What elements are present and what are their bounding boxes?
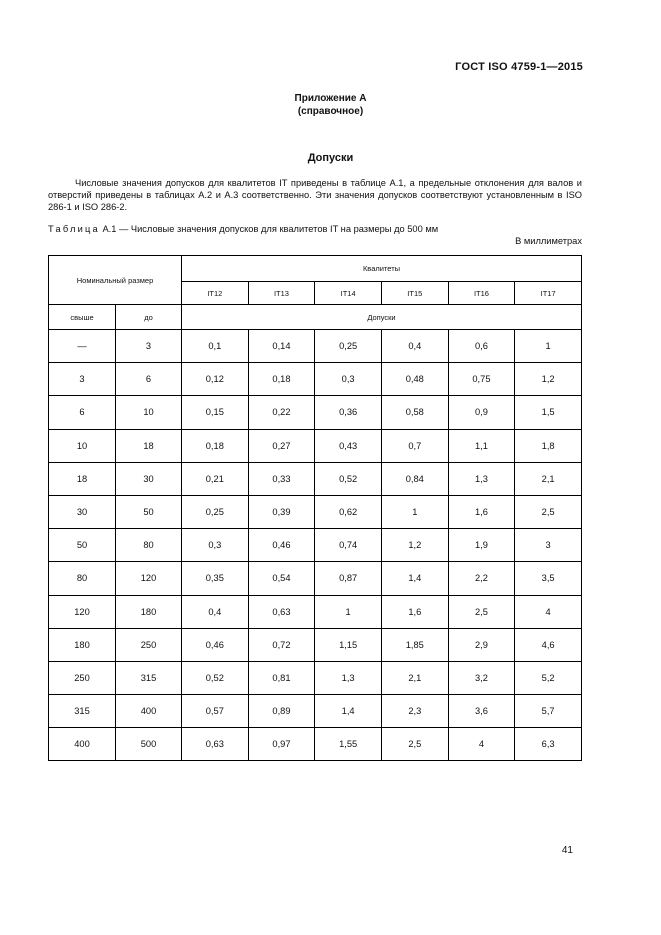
table-cell: 0,18	[182, 429, 249, 462]
over-header: свыше	[49, 305, 116, 330]
grades-header: Квалитеты	[182, 256, 582, 282]
table-cell: 30	[116, 462, 182, 495]
table-cell: 0,63	[182, 728, 249, 761]
table-cell: 120	[116, 562, 182, 595]
table-cell: 1,55	[315, 728, 382, 761]
table-cell: 0,1	[182, 330, 249, 363]
table-cell: 0,54	[248, 562, 315, 595]
table-cell: 0,74	[315, 529, 382, 562]
table-cell: 0,52	[182, 661, 249, 694]
table-cell: 0,72	[248, 628, 315, 661]
table-row	[49, 661, 582, 694]
table-cell: 3	[515, 529, 582, 562]
table-cell: 2,1	[515, 462, 582, 495]
table-cell: 0,52	[315, 462, 382, 495]
table-cell: 80	[49, 562, 116, 595]
table-cell: 0,22	[248, 396, 315, 429]
table-cell: 250	[116, 628, 182, 661]
table-cell: 120	[49, 595, 116, 628]
table-cell: 5,2	[515, 661, 582, 694]
table-cell: 0,62	[315, 495, 382, 528]
table-cell: 0,46	[248, 529, 315, 562]
table-cell: 400	[116, 695, 182, 728]
table-cell: 2,1	[381, 661, 448, 694]
table-cell: 0,25	[315, 330, 382, 363]
table-cell: 1,6	[381, 595, 448, 628]
nominal-size-header: Номинальный размер	[49, 256, 182, 305]
table-cell: 3	[49, 363, 116, 396]
table-cell: 1	[381, 495, 448, 528]
grade-header: IT14	[315, 282, 382, 305]
table-cell: 315	[49, 695, 116, 728]
table-cell: 0,21	[182, 462, 249, 495]
table-caption-text: А.1 — Числовые значения допусков для квалитетов IT на размеры до 500 мм	[102, 224, 439, 234]
appendix-subtitle: (справочное)	[297, 106, 364, 117]
table-cell: 4,6	[515, 628, 582, 661]
table-cell: 1	[315, 595, 382, 628]
table-cell: 1,15	[315, 628, 382, 661]
table-cell: 30	[49, 495, 116, 528]
table-cell: 1,9	[448, 529, 515, 562]
table-cell: 3,5	[515, 562, 582, 595]
table-cell: 6	[116, 363, 182, 396]
table-cell: 1,3	[448, 462, 515, 495]
table-cell: 0,63	[248, 595, 315, 628]
table-cell: 3,2	[448, 661, 515, 694]
table-cell: 1,8	[515, 429, 582, 462]
grade-header: IT15	[381, 282, 448, 305]
document-id: ГОСТ ISO 4759-1—2015	[455, 61, 583, 73]
body-paragraph: Числовые значения допусков для квалитетов IT приведены в таблице А.1, а предельные отклонения для валов и отверстий приведены в таблицах А.2 и А.3 соответственно. Эти значения допусков соответствуют установленным в ISO 286-1 и ISO 286-2.	[48, 178, 582, 212]
tolerances-header: Допуски	[182, 305, 582, 330]
section-heading: Допуски	[307, 152, 354, 164]
table-cell: 0,3	[182, 529, 249, 562]
table-cell: 2,5	[448, 595, 515, 628]
table-cell: 50	[116, 495, 182, 528]
table-cell: 180	[116, 595, 182, 628]
table-row	[49, 462, 582, 495]
table-cell: 2,9	[448, 628, 515, 661]
table-cell: 0,58	[381, 396, 448, 429]
table-cell: 400	[49, 728, 116, 761]
table-row	[49, 429, 582, 462]
table-cell: 0,43	[315, 429, 382, 462]
appendix-heading	[0, 92, 661, 118]
table-cell: 2,3	[381, 695, 448, 728]
table-cell: 0,12	[182, 363, 249, 396]
table-cell: —	[49, 330, 116, 363]
table-cell: 0,48	[381, 363, 448, 396]
table-caption	[48, 224, 438, 234]
table-cell: 315	[116, 661, 182, 694]
table-cell: 10	[49, 429, 116, 462]
table-row	[49, 363, 582, 396]
table-cell: 0,25	[182, 495, 249, 528]
table-cell: 0,81	[248, 661, 315, 694]
table-cell: 0,46	[182, 628, 249, 661]
table-cell: 1,2	[515, 363, 582, 396]
subheader-row	[49, 305, 582, 330]
grade-header: IT13	[248, 282, 315, 305]
grade-header: IT12	[182, 282, 249, 305]
table-caption-label: Таблица	[48, 224, 100, 234]
table-cell: 180	[49, 628, 116, 661]
table-cell: 0,18	[248, 363, 315, 396]
table-cell: 5,7	[515, 695, 582, 728]
table-row	[49, 628, 582, 661]
table-cell: 3,6	[448, 695, 515, 728]
table-cell: 2,2	[448, 562, 515, 595]
table-cell: 1,6	[448, 495, 515, 528]
table-header-row	[49, 256, 582, 282]
table-row	[49, 728, 582, 761]
table-cell: 0,27	[248, 429, 315, 462]
table-cell: 0,57	[182, 695, 249, 728]
table-cell: 0,33	[248, 462, 315, 495]
table-cell: 10	[116, 396, 182, 429]
table-cell: 4	[448, 728, 515, 761]
units-note: В миллиметрах	[515, 236, 582, 246]
table-cell: 0,36	[315, 396, 382, 429]
table-row	[49, 396, 582, 429]
table-cell: 0,87	[315, 562, 382, 595]
table-cell: 1,2	[381, 529, 448, 562]
grade-header: IT16	[448, 282, 515, 305]
table-cell: 18	[116, 429, 182, 462]
table-cell: 1	[515, 330, 582, 363]
grade-header: IT17	[515, 282, 582, 305]
table-cell: 3	[116, 330, 182, 363]
table-cell: 1,85	[381, 628, 448, 661]
table-cell: 0,15	[182, 396, 249, 429]
table-cell: 0,89	[248, 695, 315, 728]
table-cell: 1,3	[315, 661, 382, 694]
table-cell: 50	[49, 529, 116, 562]
table-row	[49, 495, 582, 528]
page-number: 41	[561, 845, 573, 856]
table-row	[49, 330, 582, 363]
table-cell: 250	[49, 661, 116, 694]
table-cell: 1,4	[315, 695, 382, 728]
appendix-title: Приложение А	[294, 93, 367, 104]
table-cell: 0,3	[315, 363, 382, 396]
table-cell: 0,84	[381, 462, 448, 495]
table-cell: 1,5	[515, 396, 582, 429]
table-cell: 0,4	[381, 330, 448, 363]
table-row	[49, 595, 582, 628]
tolerance-table-body	[49, 256, 582, 761]
table-cell: 6,3	[515, 728, 582, 761]
table-cell: 0,75	[448, 363, 515, 396]
table-cell: 6	[49, 396, 116, 429]
table-cell: 0,35	[182, 562, 249, 595]
tolerance-table	[48, 255, 582, 761]
table-row	[49, 529, 582, 562]
table-cell: 2,5	[515, 495, 582, 528]
table-row	[49, 695, 582, 728]
table-cell: 1,4	[381, 562, 448, 595]
table-cell: 0,9	[448, 396, 515, 429]
table-cell: 2,5	[381, 728, 448, 761]
table-cell: 0,97	[248, 728, 315, 761]
table-cell: 0,14	[248, 330, 315, 363]
table-cell: 1,1	[448, 429, 515, 462]
table-cell: 80	[116, 529, 182, 562]
table-cell: 0,6	[448, 330, 515, 363]
table-cell: 18	[49, 462, 116, 495]
table-cell: 4	[515, 595, 582, 628]
table-cell: 500	[116, 728, 182, 761]
to-header: до	[116, 305, 182, 330]
table-cell: 0,7	[381, 429, 448, 462]
table-cell: 0,4	[182, 595, 249, 628]
table-row	[49, 562, 582, 595]
table-cell: 0,39	[248, 495, 315, 528]
